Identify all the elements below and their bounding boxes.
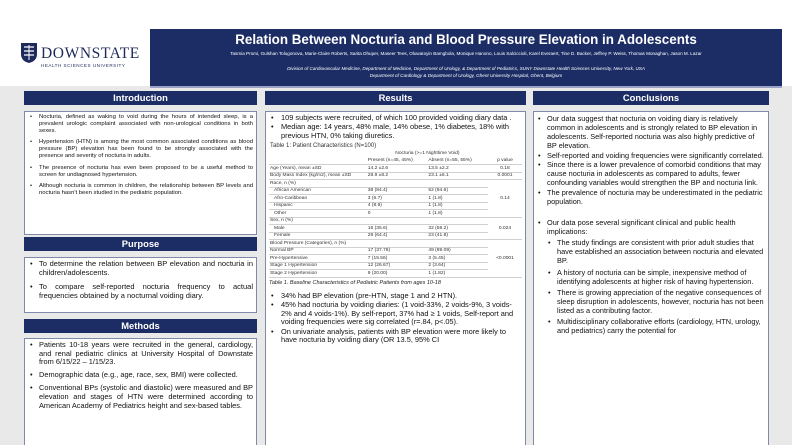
- purpose-heading: Purpose: [24, 237, 257, 251]
- cell: 2 (3.64): [427, 262, 488, 270]
- cell: <0.0001: [488, 240, 522, 278]
- logo-name: DOWNSTATE: [41, 45, 140, 62]
- list-item: • On univariate analysis, patients with BP elevation were more likely to have nocturia by voiding diary (OR 13.5, 95% CI: [269, 328, 522, 345]
- table-row: [269, 210, 522, 218]
- methods-panel: [24, 338, 257, 445]
- seal-icon: [20, 42, 38, 64]
- row-label: Sex, n (%): [269, 217, 367, 225]
- cell: 32 (58.2): [427, 225, 488, 233]
- purpose-list: [28, 260, 253, 300]
- row-label: Blood Pressure (Categories), n (%): [269, 240, 488, 248]
- row-label: Age (Years), mean ±SD: [269, 165, 367, 173]
- header-divider: [150, 86, 782, 88]
- list-item: • Although nocturia is common in children, the relationship between BP levels and nocturia hasn't been studied in the pediatric population.: [28, 183, 253, 197]
- list-item: • Patients 10-18 years were recruited in the general, cardiology, and renal pediatric clinics at University Hospital of Downstate from 6/15/22 – 1/15/23.: [28, 341, 253, 367]
- results-panel: [265, 111, 526, 445]
- cell: 14.2 ±2.6: [367, 165, 428, 173]
- university-logo: [10, 12, 150, 68]
- list-item: • The study findings are consistent with prior adult studies that have established an association between nocturia and elevated BP.: [547, 238, 765, 265]
- list-item: • Our data pose several significant clinical and public health implications:: [537, 218, 765, 236]
- methods-heading: Methods: [24, 319, 257, 333]
- table-row: [269, 165, 522, 173]
- cell: 1 (1.8): [427, 202, 488, 210]
- row-label: Female: [269, 232, 367, 240]
- conclusions-heading: Conclusions: [533, 91, 769, 105]
- logo-subtitle: HEALTH SCIENCES UNIVERSITY: [41, 63, 126, 68]
- patient-characteristics-table: [269, 150, 522, 278]
- methods-list: [28, 341, 253, 411]
- cell: 38 (84.4): [367, 187, 428, 195]
- cell: 28.9 ±8.2: [367, 172, 428, 180]
- table-title: Table 1: Patient Characteristics (N=100): [270, 142, 377, 149]
- cell: 0.18: [488, 165, 522, 173]
- cell: 3 (5.45): [427, 255, 488, 263]
- cell: 1 (1.8): [427, 210, 488, 218]
- table-row: [269, 240, 522, 248]
- cell: 0.0001: [488, 172, 522, 180]
- title-band: [150, 29, 782, 88]
- table-row: [269, 202, 522, 210]
- cell: 23 (41.8): [427, 232, 488, 240]
- row-label: Hispanic: [269, 202, 367, 210]
- row-label: Stage 2 Hypertension: [269, 270, 367, 278]
- list-item: • Multidisciplinary collaborative efforts (cardiology, HTN, urology, and pediatrics) carry the potential for: [547, 317, 765, 335]
- results-summary-list: [269, 114, 522, 141]
- conclusions-panel: [533, 111, 769, 445]
- cell: 0: [367, 210, 428, 218]
- list-item: • 34% had BP elevation (pre-HTN, stage 1 and 2 HTN).: [269, 292, 522, 301]
- list-item: • Our data suggest that nocturia on voiding diary is relatively common in adolescents and is strongly related to BP elevation in adolescents. Self-reported nocturia was also highly predictive of BP elevation.: [537, 114, 765, 150]
- purpose-panel: [24, 257, 257, 313]
- list-item: • Since there is a lower prevalence of comorbid conditions that may cause nocturia in adolescents as compared to adults, fewer confounding variables would strengthen the BP and nocturia link.: [537, 160, 765, 187]
- row-label: Male: [269, 225, 367, 233]
- list-item: • 45% had nocturia by voiding diaries: (1 void-33%, 2 voids-9%, 3 voids-2% and 4 voids-1%). By self-report, 37% had ≥ 1 voids, Self-report and voiding frequencies were sig correlated (r=.84, p<.05).: [269, 301, 522, 327]
- author-list: Tasmia Promi, Gulshan Tolugonova, Marie-Claire Roberts, Sarita Dhuper, Maseer Tees, Oluwatoyin Bamgbola, Monique Hanono, Louis Salciccioli, Karel Everaert, Tine D. Backer, Jeffrey P. Weiss, Thomas Monaghan, Jason M. Lazar: [230, 51, 702, 56]
- list-item: • Conventional BPs (systolic and diastolic) were measured and BP elevation and stages of HTN were determined according to American Academy of Pediatrics height and sex-based tables.: [28, 384, 253, 410]
- cell: 4 (8.9): [367, 202, 428, 210]
- cell: 0.024: [488, 217, 522, 240]
- cell: 29 (64.4): [367, 232, 428, 240]
- list-item: • The prevalence of nocturia may be underestimated in the pediatric population.: [537, 188, 765, 206]
- column-header: Present (n=45, 45%): [367, 157, 428, 165]
- affiliation-line: Division of Cardiovascular Medicine, Department of Medicine, Department of Urology, & Department of Pediatrics, SUNY Downstate Health Sciences University, New York, USA: [287, 66, 645, 71]
- results-heading: Results: [265, 91, 526, 105]
- table-row: [269, 195, 522, 203]
- list-item: • Nocturia, defined as waking to void during the hours of intended sleep, is a prevalent urologic complaint associated with non-urological conditions in both sexes.: [28, 114, 253, 135]
- table-row: [269, 247, 522, 255]
- cell: 1 (1.8): [427, 195, 488, 203]
- cell: 13.5 ±2.2: [427, 165, 488, 173]
- cell: 12 (26.67): [367, 262, 428, 270]
- cell: 17 (37.78): [367, 247, 428, 255]
- table-row: [269, 217, 522, 225]
- implications-list: [537, 218, 765, 236]
- cell: 52 (94.6): [427, 187, 488, 195]
- table-row: [269, 180, 522, 188]
- column-header: p value: [488, 157, 522, 165]
- row-label: Stage 1 Hypertension: [269, 262, 367, 270]
- row-label: Race, n (%): [269, 180, 367, 188]
- list-item: • To determine the relation between BP elevation and nocturia in children/adolescents.: [28, 260, 253, 277]
- group-header: Nocturia (>=1 Nighttime Void): [395, 150, 460, 156]
- list-item: • Hypertension (HTN) is among the most common associated conditions as blood pressure (BP) elevation has been found to be strongly associated with the presence and severity of nocturia in adults.: [28, 139, 253, 160]
- affiliation-line: Department of Cardiology & Department of Urology, Ghent University Hospital, Ghent, Belgium: [369, 72, 563, 78]
- cell: 9 (20.00): [367, 270, 428, 278]
- introduction-heading: Introduction: [24, 91, 257, 105]
- list-item: • There is growing appreciation of the negative consequences of sleep disruption in adolescents, however, nocturia has not been listed as a contributing factor.: [547, 288, 765, 315]
- cell: 3 (6.7): [367, 195, 428, 203]
- list-item: • The presence of nocturia has even been proposed to be a useful method to screen for undiagnosed hypertension.: [28, 165, 253, 179]
- introduction-panel: [24, 111, 257, 235]
- list-item: • A history of nocturia can be simple, inexpensive method of identifying adolescents at higher risk of having hypertension.: [547, 268, 765, 286]
- row-label: Body Mass Index (kg/m2), mean ±SD: [269, 172, 367, 180]
- table-caption: Table 1. Baseline Characteristics of Pediatric Patients from ages 10-18: [269, 279, 441, 286]
- cell: 16 (35.6): [367, 225, 428, 233]
- list-item: • Self-reported and voiding frequencies were significantly correlated.: [537, 151, 765, 160]
- table-row: [269, 187, 522, 195]
- results-findings-list: [269, 292, 522, 345]
- column-header: Absent (n=55, 55%): [427, 157, 488, 165]
- cell: 0.14: [488, 180, 522, 218]
- row-label: Normal BP: [269, 247, 367, 255]
- list-item: • Demographic data (e.g., age, race, sex, BMI) were collected.: [28, 371, 253, 380]
- conclusions-list: [537, 114, 765, 206]
- table-row: [269, 270, 522, 278]
- table-row: [269, 255, 522, 263]
- cell: 7 (15.56): [367, 255, 428, 263]
- cell: 23.1 ±6.1: [427, 172, 488, 180]
- row-label: African American: [269, 187, 367, 195]
- table-header-row: [269, 157, 522, 165]
- table-header-row: [269, 150, 522, 158]
- table-row: [269, 262, 522, 270]
- affiliations: [152, 66, 780, 79]
- cell: 49 (89.09): [427, 247, 488, 255]
- poster-header: [0, 0, 792, 86]
- introduction-list: [28, 114, 253, 197]
- poster-title: Relation Between Nocturia and Blood Pressure Elevation in Adolescents: [235, 32, 697, 47]
- cell: 1 (1.82): [427, 270, 488, 278]
- table-row: [269, 232, 522, 240]
- row-label: Afro-Caribbean: [269, 195, 367, 203]
- list-item: • Median age: 14 years, 48% male, 14% obese, 1% diabetes, 18% with previous HTN, 0% taking diuretics.: [269, 123, 522, 140]
- row-label: Other: [269, 210, 367, 218]
- list-item: • To compare self-reported nocturia frequency to actual frequencies obtained by a nocturnal voiding diary.: [28, 283, 253, 300]
- row-label: Pre-Hypertensive: [269, 255, 367, 263]
- implications-sublist: [547, 238, 765, 335]
- table-row: [269, 225, 522, 233]
- table-row: [269, 172, 522, 180]
- list-item: • 109 subjects were recruited, of which 100 provided voiding diary data .: [269, 114, 522, 123]
